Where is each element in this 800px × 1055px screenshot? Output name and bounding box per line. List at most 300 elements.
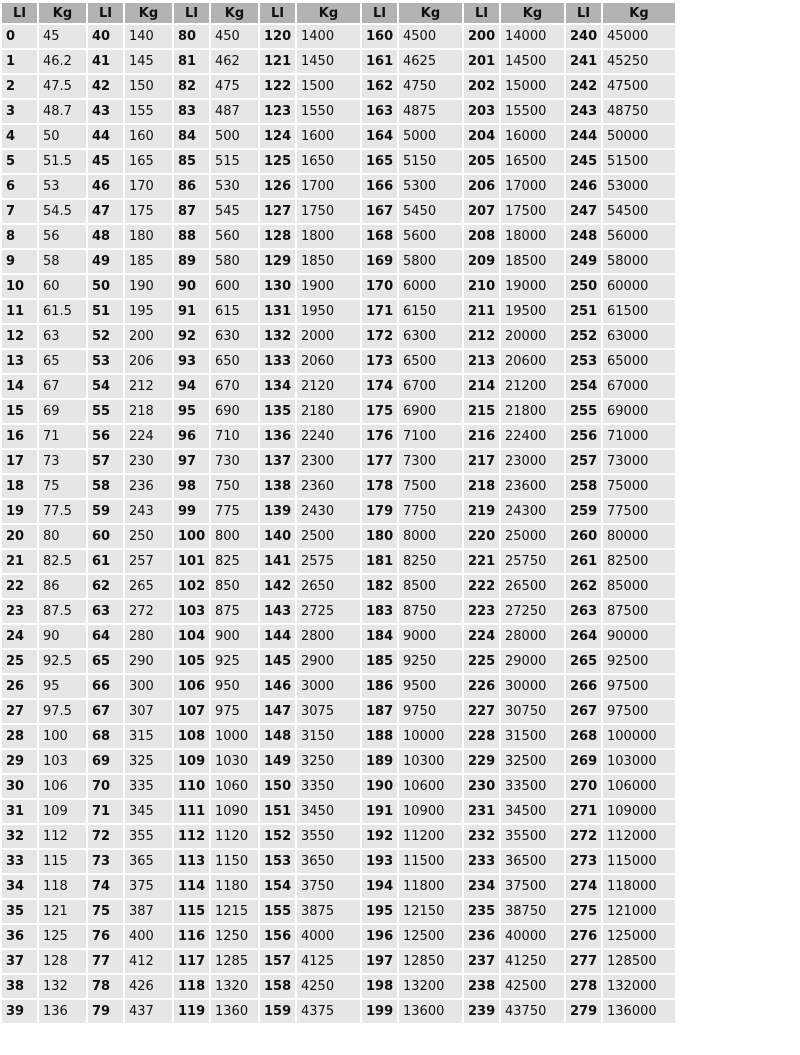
load-kg-cell: 4125 bbox=[297, 950, 360, 973]
load-index-cell: 112 bbox=[174, 825, 209, 848]
load-kg-cell: 17500 bbox=[501, 200, 564, 223]
table-row bbox=[2, 875, 675, 898]
load-index-cell: 83 bbox=[174, 100, 209, 123]
load-kg-cell: 145 bbox=[125, 50, 172, 73]
load-kg-cell: 2240 bbox=[297, 425, 360, 448]
load-kg-cell: 615 bbox=[211, 300, 258, 323]
load-index-cell: 231 bbox=[464, 800, 499, 823]
load-index-cell: 226 bbox=[464, 675, 499, 698]
load-kg-cell: 2360 bbox=[297, 475, 360, 498]
load-index-cell: 29 bbox=[2, 750, 37, 773]
load-kg-cell: 257 bbox=[125, 550, 172, 573]
load-index-cell: 55 bbox=[88, 400, 123, 423]
load-index-cell: 114 bbox=[174, 875, 209, 898]
load-kg-cell: 1500 bbox=[297, 75, 360, 98]
load-kg-cell: 272 bbox=[125, 600, 172, 623]
load-kg-cell: 2575 bbox=[297, 550, 360, 573]
load-kg-cell: 950 bbox=[211, 675, 258, 698]
load-index-cell: 267 bbox=[566, 700, 601, 723]
table-row bbox=[2, 400, 675, 423]
load-kg-cell: 21800 bbox=[501, 400, 564, 423]
load-index-cell: 118 bbox=[174, 975, 209, 998]
load-index-cell: 234 bbox=[464, 875, 499, 898]
load-index-cell: 178 bbox=[362, 475, 397, 498]
load-kg-cell: 71 bbox=[39, 425, 86, 448]
table-row bbox=[2, 600, 675, 623]
load-index-cell: 4 bbox=[2, 125, 37, 148]
load-index-cell: 69 bbox=[88, 750, 123, 773]
load-kg-cell: 3450 bbox=[297, 800, 360, 823]
table-row bbox=[2, 1000, 675, 1023]
load-kg-cell: 30750 bbox=[501, 700, 564, 723]
load-index-cell: 26 bbox=[2, 675, 37, 698]
load-index-cell: 275 bbox=[566, 900, 601, 923]
load-index-cell: 113 bbox=[174, 850, 209, 873]
load-kg-cell: 3075 bbox=[297, 700, 360, 723]
load-index-cell: 31 bbox=[2, 800, 37, 823]
load-kg-cell: 3350 bbox=[297, 775, 360, 798]
load-index-cell: 213 bbox=[464, 350, 499, 373]
load-kg-cell: 462 bbox=[211, 50, 258, 73]
load-index-cell: 47 bbox=[88, 200, 123, 223]
load-kg-cell: 46.2 bbox=[39, 50, 86, 73]
table-row bbox=[2, 425, 675, 448]
load-index-cell: 278 bbox=[566, 975, 601, 998]
load-kg-cell: 54.5 bbox=[39, 200, 86, 223]
header-li: LI bbox=[566, 3, 601, 23]
load-kg-cell: 1950 bbox=[297, 300, 360, 323]
load-kg-cell: 30000 bbox=[501, 675, 564, 698]
load-index-cell: 239 bbox=[464, 1000, 499, 1023]
load-index-cell: 199 bbox=[362, 1000, 397, 1023]
load-index-cell: 96 bbox=[174, 425, 209, 448]
load-index-cell: 233 bbox=[464, 850, 499, 873]
load-index-cell: 27 bbox=[2, 700, 37, 723]
load-kg-cell: 4250 bbox=[297, 975, 360, 998]
load-kg-cell: 335 bbox=[125, 775, 172, 798]
load-kg-cell: 4375 bbox=[297, 1000, 360, 1023]
load-index-cell: 217 bbox=[464, 450, 499, 473]
load-index-cell: 259 bbox=[566, 500, 601, 523]
load-index-cell: 191 bbox=[362, 800, 397, 823]
load-kg-cell: 4000 bbox=[297, 925, 360, 948]
load-index-cell: 210 bbox=[464, 275, 499, 298]
load-kg-cell: 8750 bbox=[399, 600, 462, 623]
load-kg-cell: 109000 bbox=[603, 800, 675, 823]
load-kg-cell: 92.5 bbox=[39, 650, 86, 673]
load-kg-cell: 2300 bbox=[297, 450, 360, 473]
load-kg-cell: 47500 bbox=[603, 75, 675, 98]
load-kg-cell: 11500 bbox=[399, 850, 462, 873]
load-kg-cell: 24300 bbox=[501, 500, 564, 523]
load-index-cell: 172 bbox=[362, 325, 397, 348]
load-index-cell: 58 bbox=[88, 475, 123, 498]
load-kg-cell: 121000 bbox=[603, 900, 675, 923]
load-index-cell: 150 bbox=[260, 775, 295, 798]
load-kg-cell: 10300 bbox=[399, 750, 462, 773]
load-kg-cell: 112 bbox=[39, 825, 86, 848]
table-row bbox=[2, 925, 675, 948]
load-kg-cell: 730 bbox=[211, 450, 258, 473]
load-index-cell: 56 bbox=[88, 425, 123, 448]
table-row bbox=[2, 175, 675, 198]
load-kg-cell: 54500 bbox=[603, 200, 675, 223]
load-kg-cell: 5150 bbox=[399, 150, 462, 173]
load-index-cell: 107 bbox=[174, 700, 209, 723]
load-index-cell: 52 bbox=[88, 325, 123, 348]
load-index-cell: 43 bbox=[88, 100, 123, 123]
load-index-cell: 160 bbox=[362, 25, 397, 48]
load-kg-cell: 1000 bbox=[211, 725, 258, 748]
load-kg-cell: 32500 bbox=[501, 750, 564, 773]
load-kg-cell: 1215 bbox=[211, 900, 258, 923]
load-kg-cell: 27250 bbox=[501, 600, 564, 623]
table-row bbox=[2, 375, 675, 398]
table-row bbox=[2, 550, 675, 573]
load-index-cell: 33 bbox=[2, 850, 37, 873]
load-kg-cell: 170 bbox=[125, 175, 172, 198]
load-index-cell: 274 bbox=[566, 875, 601, 898]
load-index-cell: 238 bbox=[464, 975, 499, 998]
load-index-cell: 134 bbox=[260, 375, 295, 398]
load-kg-cell: 50 bbox=[39, 125, 86, 148]
load-index-cell: 51 bbox=[88, 300, 123, 323]
load-index-cell: 13 bbox=[2, 350, 37, 373]
load-kg-cell: 112000 bbox=[603, 825, 675, 848]
load-kg-cell: 58 bbox=[39, 250, 86, 273]
load-kg-cell: 118000 bbox=[603, 875, 675, 898]
load-index-cell: 148 bbox=[260, 725, 295, 748]
load-index-cell: 228 bbox=[464, 725, 499, 748]
load-kg-cell: 560 bbox=[211, 225, 258, 248]
load-kg-cell: 975 bbox=[211, 700, 258, 723]
load-index-cell: 66 bbox=[88, 675, 123, 698]
load-kg-cell: 670 bbox=[211, 375, 258, 398]
load-index-cell: 9 bbox=[2, 250, 37, 273]
load-index-cell: 200 bbox=[464, 25, 499, 48]
load-index-cell: 237 bbox=[464, 950, 499, 973]
load-kg-cell: 1250 bbox=[211, 925, 258, 948]
load-kg-cell: 300 bbox=[125, 675, 172, 698]
load-index-cell: 72 bbox=[88, 825, 123, 848]
load-index-cell: 271 bbox=[566, 800, 601, 823]
load-kg-cell: 35500 bbox=[501, 825, 564, 848]
load-index-cell: 256 bbox=[566, 425, 601, 448]
load-kg-cell: 325 bbox=[125, 750, 172, 773]
load-index-cell: 101 bbox=[174, 550, 209, 573]
load-kg-cell: 21200 bbox=[501, 375, 564, 398]
load-kg-cell: 365 bbox=[125, 850, 172, 873]
load-index-cell: 111 bbox=[174, 800, 209, 823]
table-row bbox=[2, 475, 675, 498]
load-kg-cell: 160 bbox=[125, 125, 172, 148]
load-index-cell: 105 bbox=[174, 650, 209, 673]
load-index-cell: 195 bbox=[362, 900, 397, 923]
load-index-cell: 19 bbox=[2, 500, 37, 523]
load-kg-cell: 115000 bbox=[603, 850, 675, 873]
load-kg-cell: 26500 bbox=[501, 575, 564, 598]
load-index-cell: 2 bbox=[2, 75, 37, 98]
load-kg-cell: 3875 bbox=[297, 900, 360, 923]
load-kg-cell: 97500 bbox=[603, 700, 675, 723]
load-index-cell: 130 bbox=[260, 275, 295, 298]
load-index-cell: 25 bbox=[2, 650, 37, 673]
table-header-row bbox=[2, 3, 675, 23]
table-row bbox=[2, 825, 675, 848]
table-row bbox=[2, 450, 675, 473]
load-index-cell: 48 bbox=[88, 225, 123, 248]
load-kg-cell: 9500 bbox=[399, 675, 462, 698]
load-kg-cell: 500 bbox=[211, 125, 258, 148]
load-index-cell: 174 bbox=[362, 375, 397, 398]
load-kg-cell: 28000 bbox=[501, 625, 564, 648]
load-kg-cell: 2180 bbox=[297, 400, 360, 423]
load-index-cell: 221 bbox=[464, 550, 499, 573]
load-index-cell: 166 bbox=[362, 175, 397, 198]
load-kg-cell: 63 bbox=[39, 325, 86, 348]
table-row bbox=[2, 350, 675, 373]
load-kg-cell: 41250 bbox=[501, 950, 564, 973]
load-kg-cell: 3000 bbox=[297, 675, 360, 698]
load-kg-cell: 3550 bbox=[297, 825, 360, 848]
load-kg-cell: 15500 bbox=[501, 100, 564, 123]
load-kg-cell: 16000 bbox=[501, 125, 564, 148]
load-index-cell: 251 bbox=[566, 300, 601, 323]
load-index-cell: 88 bbox=[174, 225, 209, 248]
load-index-cell: 54 bbox=[88, 375, 123, 398]
header-kg: Kg bbox=[399, 3, 462, 23]
load-kg-cell: 5600 bbox=[399, 225, 462, 248]
load-kg-cell: 85000 bbox=[603, 575, 675, 598]
table-row bbox=[2, 975, 675, 998]
load-index-cell: 139 bbox=[260, 500, 295, 523]
load-index-cell: 140 bbox=[260, 525, 295, 548]
load-index-cell: 106 bbox=[174, 675, 209, 698]
load-kg-cell: 56000 bbox=[603, 225, 675, 248]
load-kg-cell: 40000 bbox=[501, 925, 564, 948]
load-kg-cell: 56 bbox=[39, 225, 86, 248]
load-index-cell: 12 bbox=[2, 325, 37, 348]
load-index-cell: 198 bbox=[362, 975, 397, 998]
load-index-cell: 268 bbox=[566, 725, 601, 748]
table-row bbox=[2, 100, 675, 123]
load-kg-cell: 45250 bbox=[603, 50, 675, 73]
load-kg-cell: 87.5 bbox=[39, 600, 86, 623]
load-kg-cell: 82500 bbox=[603, 550, 675, 573]
load-kg-cell: 61.5 bbox=[39, 300, 86, 323]
load-kg-cell: 1030 bbox=[211, 750, 258, 773]
load-kg-cell: 230 bbox=[125, 450, 172, 473]
load-kg-cell: 1120 bbox=[211, 825, 258, 848]
load-index-cell: 227 bbox=[464, 700, 499, 723]
header-li: LI bbox=[362, 3, 397, 23]
load-kg-cell: 97.5 bbox=[39, 700, 86, 723]
load-index-cell: 255 bbox=[566, 400, 601, 423]
load-index-cell: 257 bbox=[566, 450, 601, 473]
load-kg-cell: 545 bbox=[211, 200, 258, 223]
load-index-cell: 261 bbox=[566, 550, 601, 573]
load-kg-cell: 12500 bbox=[399, 925, 462, 948]
load-index-cell: 181 bbox=[362, 550, 397, 573]
load-kg-cell: 103 bbox=[39, 750, 86, 773]
load-kg-cell: 150 bbox=[125, 75, 172, 98]
load-index-cell: 272 bbox=[566, 825, 601, 848]
load-index-cell: 10 bbox=[2, 275, 37, 298]
table-row bbox=[2, 50, 675, 73]
load-index-cell: 91 bbox=[174, 300, 209, 323]
load-index-cell: 73 bbox=[88, 850, 123, 873]
load-kg-cell: 180 bbox=[125, 225, 172, 248]
load-index-cell: 75 bbox=[88, 900, 123, 923]
table-row bbox=[2, 625, 675, 648]
load-index-cell: 171 bbox=[362, 300, 397, 323]
load-kg-cell: 10600 bbox=[399, 775, 462, 798]
load-kg-cell: 4500 bbox=[399, 25, 462, 48]
load-index-cell: 116 bbox=[174, 925, 209, 948]
load-kg-cell: 33500 bbox=[501, 775, 564, 798]
load-kg-cell: 71000 bbox=[603, 425, 675, 448]
load-index-cell: 38 bbox=[2, 975, 37, 998]
load-kg-cell: 250 bbox=[125, 525, 172, 548]
load-index-cell: 123 bbox=[260, 100, 295, 123]
table-row bbox=[2, 325, 675, 348]
load-kg-cell: 92500 bbox=[603, 650, 675, 673]
load-kg-cell: 14500 bbox=[501, 50, 564, 73]
load-index-cell: 204 bbox=[464, 125, 499, 148]
load-kg-cell: 200 bbox=[125, 325, 172, 348]
load-index-cell: 202 bbox=[464, 75, 499, 98]
table-row bbox=[2, 750, 675, 773]
load-index-cell: 61 bbox=[88, 550, 123, 573]
load-kg-cell: 48.7 bbox=[39, 100, 86, 123]
load-index-cell: 165 bbox=[362, 150, 397, 173]
load-kg-cell: 67000 bbox=[603, 375, 675, 398]
load-kg-cell: 90000 bbox=[603, 625, 675, 648]
load-kg-cell: 118 bbox=[39, 875, 86, 898]
load-kg-cell: 1550 bbox=[297, 100, 360, 123]
load-kg-cell: 2060 bbox=[297, 350, 360, 373]
load-index-cell: 34 bbox=[2, 875, 37, 898]
load-index-cell: 212 bbox=[464, 325, 499, 348]
load-kg-cell: 47.5 bbox=[39, 75, 86, 98]
load-kg-cell: 2650 bbox=[297, 575, 360, 598]
load-kg-cell: 1360 bbox=[211, 1000, 258, 1023]
load-index-cell: 207 bbox=[464, 200, 499, 223]
load-index-cell: 125 bbox=[260, 150, 295, 173]
load-index-cell: 1 bbox=[2, 50, 37, 73]
load-index-cell: 15 bbox=[2, 400, 37, 423]
load-index-cell: 63 bbox=[88, 600, 123, 623]
load-index-cell: 252 bbox=[566, 325, 601, 348]
load-index-cell: 240 bbox=[566, 25, 601, 48]
header-li: LI bbox=[174, 3, 209, 23]
table-row bbox=[2, 225, 675, 248]
load-index-cell: 137 bbox=[260, 450, 295, 473]
load-kg-cell: 103000 bbox=[603, 750, 675, 773]
load-index-cell: 108 bbox=[174, 725, 209, 748]
load-index-cell: 110 bbox=[174, 775, 209, 798]
load-kg-cell: 3250 bbox=[297, 750, 360, 773]
load-kg-cell: 12850 bbox=[399, 950, 462, 973]
load-index-cell: 230 bbox=[464, 775, 499, 798]
load-kg-cell: 36500 bbox=[501, 850, 564, 873]
load-kg-cell: 48750 bbox=[603, 100, 675, 123]
load-kg-cell: 25750 bbox=[501, 550, 564, 573]
load-kg-cell: 87500 bbox=[603, 600, 675, 623]
load-index-cell: 185 bbox=[362, 650, 397, 673]
table-row bbox=[2, 800, 675, 823]
load-index-cell: 142 bbox=[260, 575, 295, 598]
load-kg-cell: 31500 bbox=[501, 725, 564, 748]
load-kg-cell: 355 bbox=[125, 825, 172, 848]
load-kg-cell: 25000 bbox=[501, 525, 564, 548]
load-kg-cell: 7500 bbox=[399, 475, 462, 498]
load-kg-cell: 243 bbox=[125, 500, 172, 523]
load-index-cell: 18 bbox=[2, 475, 37, 498]
load-index-cell: 35 bbox=[2, 900, 37, 923]
load-kg-cell: 18500 bbox=[501, 250, 564, 273]
load-kg-cell: 23000 bbox=[501, 450, 564, 473]
load-index-cell: 22 bbox=[2, 575, 37, 598]
load-kg-cell: 12150 bbox=[399, 900, 462, 923]
load-kg-cell: 2900 bbox=[297, 650, 360, 673]
load-index-cell: 135 bbox=[260, 400, 295, 423]
load-index-table bbox=[0, 1, 677, 1025]
load-kg-cell: 3150 bbox=[297, 725, 360, 748]
table-row bbox=[2, 275, 675, 298]
load-kg-cell: 90 bbox=[39, 625, 86, 648]
load-kg-cell: 50000 bbox=[603, 125, 675, 148]
load-kg-cell: 3750 bbox=[297, 875, 360, 898]
load-index-cell: 122 bbox=[260, 75, 295, 98]
load-kg-cell: 387 bbox=[125, 900, 172, 923]
load-kg-cell: 487 bbox=[211, 100, 258, 123]
load-index-cell: 186 bbox=[362, 675, 397, 698]
load-kg-cell: 800 bbox=[211, 525, 258, 548]
table-row bbox=[2, 575, 675, 598]
load-index-cell: 244 bbox=[566, 125, 601, 148]
load-index-cell: 28 bbox=[2, 725, 37, 748]
load-index-cell: 132 bbox=[260, 325, 295, 348]
load-index-cell: 133 bbox=[260, 350, 295, 373]
load-index-cell: 157 bbox=[260, 950, 295, 973]
load-kg-cell: 437 bbox=[125, 1000, 172, 1023]
load-kg-cell: 128500 bbox=[603, 950, 675, 973]
load-kg-cell: 600 bbox=[211, 275, 258, 298]
load-kg-cell: 4750 bbox=[399, 75, 462, 98]
load-kg-cell: 58000 bbox=[603, 250, 675, 273]
load-kg-cell: 100 bbox=[39, 725, 86, 748]
load-kg-cell: 100000 bbox=[603, 725, 675, 748]
load-kg-cell: 7300 bbox=[399, 450, 462, 473]
load-kg-cell: 38750 bbox=[501, 900, 564, 923]
load-kg-cell: 8000 bbox=[399, 525, 462, 548]
load-index-cell: 163 bbox=[362, 100, 397, 123]
load-index-cell: 242 bbox=[566, 75, 601, 98]
load-kg-cell: 136000 bbox=[603, 1000, 675, 1023]
load-kg-cell: 2430 bbox=[297, 500, 360, 523]
header-kg: Kg bbox=[125, 3, 172, 23]
load-index-cell: 176 bbox=[362, 425, 397, 448]
load-index-cell: 273 bbox=[566, 850, 601, 873]
load-index-cell: 59 bbox=[88, 500, 123, 523]
load-index-cell: 179 bbox=[362, 500, 397, 523]
load-kg-cell: 8250 bbox=[399, 550, 462, 573]
load-kg-cell: 37500 bbox=[501, 875, 564, 898]
load-index-cell: 92 bbox=[174, 325, 209, 348]
load-index-cell: 147 bbox=[260, 700, 295, 723]
load-index-cell: 205 bbox=[464, 150, 499, 173]
